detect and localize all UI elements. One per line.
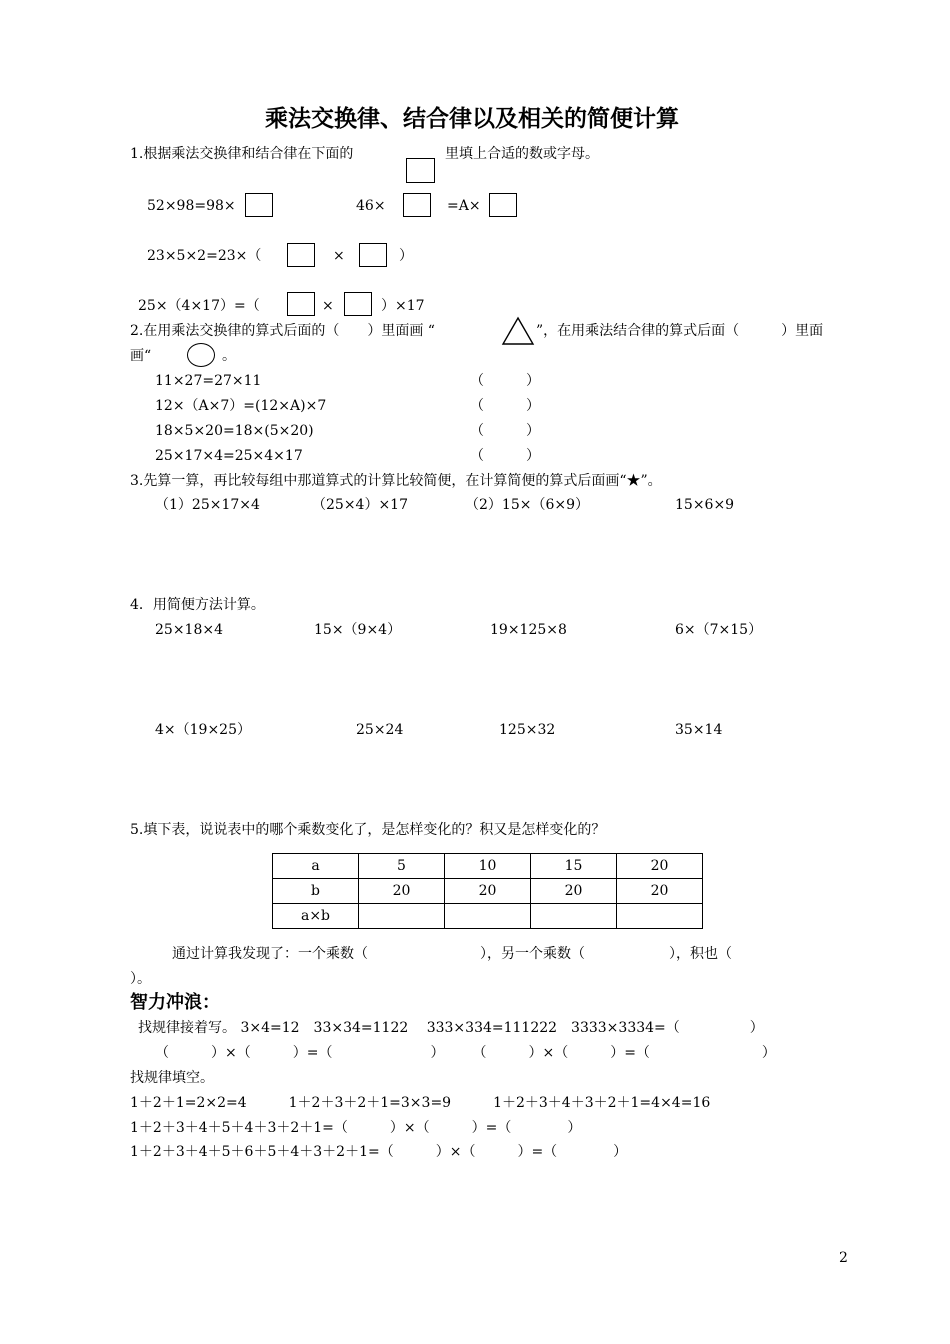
q1-equation-3b: × bbox=[333, 248, 345, 264]
answer-box[interactable] bbox=[287, 243, 315, 267]
q2-item-3: 18×5×20=18×(5×20) bbox=[155, 423, 314, 439]
table-row bbox=[273, 854, 703, 879]
q3-item-2: （25×4）×17 bbox=[312, 497, 408, 513]
table-row bbox=[273, 879, 703, 904]
q1-equation-4a: 25×（4×17）=（ bbox=[138, 298, 260, 314]
table-cell: a×b bbox=[273, 904, 359, 929]
page-number: 2 bbox=[839, 1250, 848, 1266]
bonus-pattern-line: 找规律接着写。 3×4=12 33×34=1122 333×334=111222 3333×3334=（ ） bbox=[138, 1020, 764, 1036]
q1-equation-4c: ）×17 bbox=[381, 298, 425, 314]
answer-box[interactable] bbox=[287, 292, 315, 316]
q3-prompt: 3.先算一算，再比较每组中那道算式的计算比较简便，在计算简便的算式后面画“★”。 bbox=[130, 473, 662, 489]
q1-equation-3c: ） bbox=[399, 248, 413, 264]
triangle-icon bbox=[501, 316, 535, 346]
bonus-pattern-blanks: （ ）×（ ）=（ ） （ ）×（ ）=（ ） bbox=[155, 1045, 776, 1061]
q2-prompt-middle: ”，在用乘法结合律的算式后面（ ）里面 bbox=[536, 323, 824, 339]
q2-blank-2[interactable]: （ ） bbox=[470, 398, 540, 414]
q4-row2-item-2: 25×24 bbox=[356, 722, 404, 738]
q2-item-2: 12×（A×7）=(12×A)×7 bbox=[155, 398, 327, 414]
circle-icon bbox=[187, 343, 215, 367]
q4-row1-item-2: 15×（9×4） bbox=[314, 622, 402, 638]
bonus-heading: 智力冲浪： bbox=[130, 992, 220, 1013]
q1-equation-3a: 23×5×2=23×（ bbox=[147, 248, 262, 264]
q1-prompt-end: 里填上合适的数或字母。 bbox=[445, 146, 599, 162]
q4-row2-item-1: 4×（19×25） bbox=[155, 722, 251, 738]
q4-row2-item-3: 125×32 bbox=[499, 722, 556, 738]
page-title: 乘法交换律、结合律以及相关的简便计算 bbox=[265, 106, 679, 132]
q1-equation-1: 52×98=98× bbox=[147, 198, 236, 214]
table-cell: 20 bbox=[617, 879, 703, 904]
table-cell: 20 bbox=[445, 879, 531, 904]
answer-box[interactable] bbox=[489, 193, 517, 217]
table-cell: 15 bbox=[531, 854, 617, 879]
q1-equation-4b: × bbox=[322, 298, 334, 314]
q2-prompt-draw: 画“ bbox=[130, 348, 152, 364]
q2-prompt-start: 2.在用乘法交换律的算式后面的（ ）里面画 “ bbox=[130, 323, 435, 339]
table-cell[interactable] bbox=[531, 904, 617, 929]
q3-item-1: （1）25×17×4 bbox=[155, 497, 260, 513]
table-cell[interactable] bbox=[617, 904, 703, 929]
q4-prompt: 4．用简便方法计算。 bbox=[130, 597, 265, 613]
table-row bbox=[273, 904, 703, 929]
q3-item-3: （2）15×（6×9） bbox=[465, 497, 589, 513]
table-cell: b bbox=[273, 879, 359, 904]
q5-finding-end: ）。 bbox=[130, 971, 151, 987]
table-cell: 20 bbox=[617, 854, 703, 879]
table-cell: a bbox=[273, 854, 359, 879]
q2-blank-4[interactable]: （ ） bbox=[470, 448, 540, 464]
table-cell: 20 bbox=[359, 879, 445, 904]
q5-prompt: 5.填下表，说说表中的哪个乘数变化了，是怎样变化的？积又是怎样变化的？ bbox=[130, 822, 606, 838]
q1-equation-2b: =A× bbox=[447, 198, 481, 214]
q1-prompt-start: 1.根据乘法交换律和结合律在下面的 bbox=[130, 146, 354, 162]
answer-box[interactable] bbox=[403, 193, 431, 217]
answer-box bbox=[406, 158, 435, 183]
q4-row1-item-4: 6×（7×15） bbox=[675, 622, 763, 638]
q2-blank-3[interactable]: （ ） bbox=[470, 423, 540, 439]
bonus-fill-line-1: 1＋2＋3＋4＋5＋4＋3＋2＋1=（ ）×（ ）=（ ） bbox=[130, 1120, 582, 1136]
q5-finding: 通过计算我发现了：一个乘数（ ），另一个乘数（ ），积也（ bbox=[172, 946, 732, 962]
q2-blank-1[interactable]: （ ） bbox=[470, 373, 540, 389]
table-cell: 20 bbox=[531, 879, 617, 904]
answer-box[interactable] bbox=[245, 193, 273, 217]
table-cell[interactable] bbox=[445, 904, 531, 929]
q2-item-1: 11×27=27×11 bbox=[155, 373, 262, 389]
q3-item-4: 15×6×9 bbox=[675, 497, 735, 513]
q2-prompt-end: 。 bbox=[222, 348, 236, 364]
q2-item-4: 25×17×4=25×4×17 bbox=[155, 448, 303, 464]
q4-row2-item-4: 35×14 bbox=[675, 722, 723, 738]
bonus-fill-heading: 找规律填空。 bbox=[130, 1070, 214, 1086]
q4-row1-item-3: 19×125×8 bbox=[490, 622, 567, 638]
q1-equation-2a: 46× bbox=[356, 198, 386, 214]
bonus-example-line: 1＋2＋1=2×2=4 1＋2＋3＋2＋1=3×3=9 1＋2＋3＋4＋3＋2＋1=4×4=16 bbox=[130, 1095, 711, 1111]
answer-box[interactable] bbox=[344, 292, 372, 316]
table-cell: 10 bbox=[445, 854, 531, 879]
answer-box[interactable] bbox=[359, 243, 387, 267]
bonus-fill-line-2: 1＋2＋3＋4＋5＋6＋5＋4＋3＋2＋1=（ ）×（ ）=（ ） bbox=[130, 1144, 628, 1160]
q4-row1-item-1: 25×18×4 bbox=[155, 622, 223, 638]
table-cell[interactable] bbox=[359, 904, 445, 929]
q5-table bbox=[272, 853, 703, 929]
table-cell: 5 bbox=[359, 854, 445, 879]
